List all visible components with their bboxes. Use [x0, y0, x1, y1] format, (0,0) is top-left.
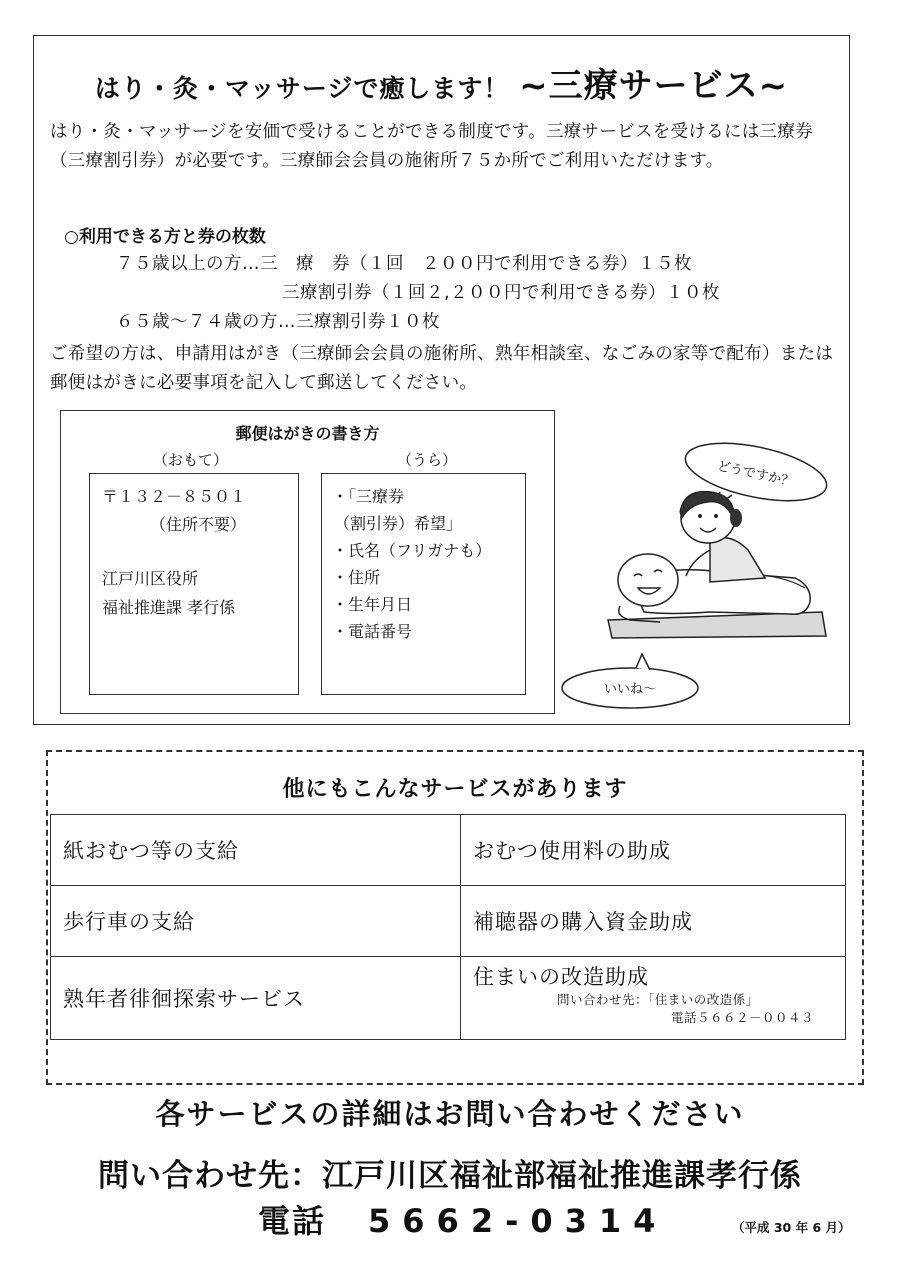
bubble-top-text: どうですか？ [715, 458, 796, 490]
apply-paragraph: ご希望の方は、申請用はがき（三療師会会員の施術所、熟年相談室、なごみの家等で配布）または郵便はがきに必要事項を記入して郵送してください。 [50, 344, 834, 393]
footer-phone [258, 1196, 667, 1242]
eligibility-heading: ○利用できる方と券の枚数 [64, 227, 266, 247]
postcard-guide [60, 410, 555, 714]
service-diaper-fee-subsidy: おむつ使用料の助成 [461, 815, 846, 886]
other-services-title: 他にもこんなサービスがあります [282, 777, 628, 802]
service-diapers: 紙おむつ等の支給 [51, 815, 461, 886]
massage-bed [608, 612, 826, 638]
postcard-back [321, 473, 526, 695]
back-item: ・氏名（フリガナも） [332, 541, 492, 560]
zip-code: 〒１３２－８５０１ [102, 487, 247, 506]
back-item: （割引券）希望」 [334, 514, 463, 533]
back-item: ・住所 [332, 568, 381, 587]
no-address-note: （住所不要） [150, 515, 247, 534]
title-main: ~三療サービス~ [519, 66, 789, 106]
back-item: ・「三療券 [332, 487, 405, 506]
footer-inquiry-note: 各サービスの詳細はお問い合わせください [155, 1097, 745, 1131]
table-row [51, 815, 846, 886]
issue-date: （平成 30 年 6 月） [732, 1220, 851, 1235]
phone-number: 5662-0314 [368, 1202, 668, 1240]
back-item: ・生年月日 [332, 595, 413, 614]
service-wandering-search: 熟年者徘徊探索サービス [51, 957, 461, 1040]
table-row [51, 886, 846, 957]
ticket-line-65-74: ６５歳～７４歳の方…三療割引券１０枚 [116, 312, 440, 332]
ticket-line-discount: 三療割引券（１回２,２００円で利用できる券）１０枚 [282, 283, 721, 303]
service-walker: 歩行車の支給 [51, 886, 461, 957]
sanryo-title [34, 58, 849, 107]
title-prefix: はり・灸・マッサージで癒します！ [94, 74, 510, 103]
therapist-body [710, 538, 765, 582]
recipient-section: 福祉推進課 孝行係 [102, 598, 236, 617]
service-hearing-aid: 補聴器の購入資金助成 [461, 886, 846, 957]
renovation-contact: 問い合わせ先：「住まいの改造係」 [557, 992, 759, 1007]
renovation-phone: 電話５６６２－００４３ [671, 1010, 815, 1025]
table-row [51, 957, 846, 1040]
patient-head [618, 554, 678, 606]
massage-illustration [560, 400, 850, 720]
recipient-office: 江戸川区役所 [102, 569, 199, 588]
service-renovation: 住まいの改造助成 [473, 965, 649, 989]
back-label: （うら） [397, 451, 458, 469]
ticket-line-75-plus: ７５歳以上の方…三 療 券（１回 ２００円で利用できる券）１５枚 [116, 254, 692, 274]
intro-paragraph: はり・灸・マッサージを安価で受けることができる制度です。三療サービスを受けるには三療券（三療割引券）が必要です。三療師会会員の施術所７５か所でご利用いただけます。 [50, 122, 813, 171]
front-label: （おもて） [153, 451, 229, 469]
postcard-front [89, 473, 299, 695]
speech-bubble-bottom [562, 654, 698, 708]
footer-contact: 問い合わせ先：江戸川区福祉部福祉推進課孝行係 [98, 1158, 802, 1194]
phone-label: 電話 [258, 1202, 327, 1240]
services-table [50, 814, 846, 1040]
other-services-box [46, 750, 864, 1085]
service-renovation-cell [461, 957, 846, 1040]
bubble-bottom-text: いいね～ [603, 682, 657, 697]
postcard-guide-title: 郵便はがきの書き方 [235, 424, 380, 443]
back-item: ・電話番号 [332, 622, 413, 641]
